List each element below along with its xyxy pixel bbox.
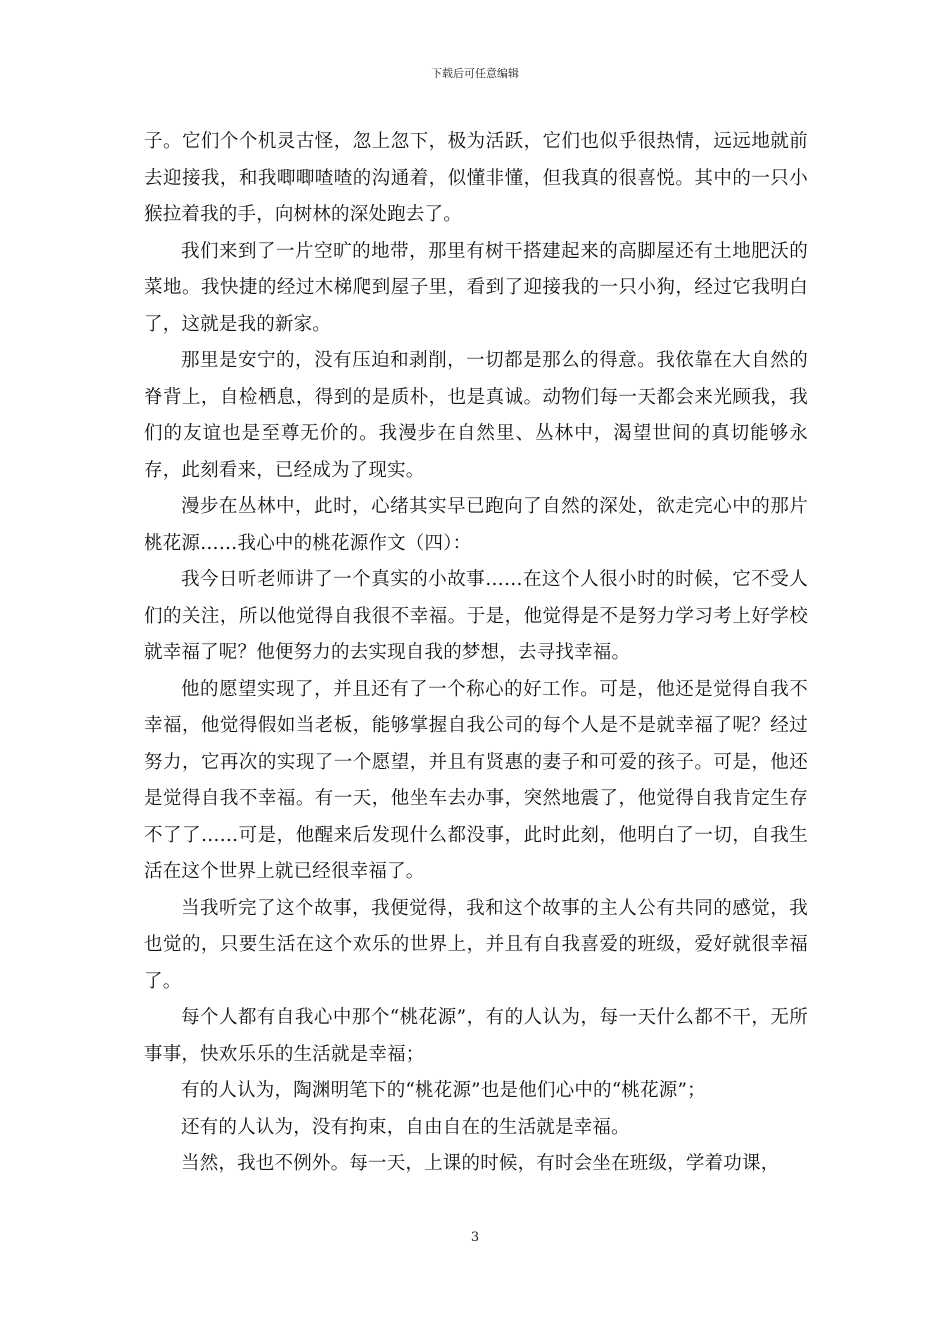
paragraph: 漫步在丛林中，此时，心绪其实早已跑向了自然的深处，欲走完心中的那片桃花源……我心中的桃花源作文（四）： — [144, 496, 808, 554]
paragraph: 当我听完了这个故事，我便觉得，我和这个故事的主人公有共同的感觉，我也觉的，只要生活在这个欢乐的世界上，并且有自我喜爱的班级，爱好就很幸福了。 — [144, 897, 808, 992]
document-body — [144, 124, 808, 1183]
paragraph: 还有的人认为，没有拘束，自由自在的生活就是幸福。 — [181, 1116, 630, 1138]
paragraph: 子。它们个个机灵古怪，忽上忽下，极为活跃，它们也似乎很热情，远远地就前去迎接我，和我唧唧喳喳的沟通着，似懂非懂，但我真的很喜悦。其中的一只小猴拉着我的手，向树林的深处跑去了。 — [144, 131, 808, 225]
paragraph: 我们来到了一片空旷的地带，那里有树干搭建起来的高脚屋还有土地肥沃的菜地。我快捷的经过木梯爬到屋子里，看到了迎接我的一只小狗，经过它我明白了，这就是我的新家。 — [144, 240, 808, 335]
paragraph: 有的人认为，陶渊明笔下的“桃花源”也是他们心中的“桃花源”； — [181, 1080, 706, 1101]
paragraph: 当然，我也不例外。每一天，上课的时候，有时会坐在班级，学着功课， — [181, 1153, 780, 1174]
paragraph: 每个人都有自我心中那个“桃花源”，有的人认为，每一天什么都不干，无所事事，快欢乐乐的生活就是幸福； — [144, 1007, 808, 1065]
page-header: 下载后可任意编辑 — [431, 67, 519, 80]
paragraph: 那里是安宁的，没有压迫和剥削，一切都是那么的得意。我依靠在大自然的脊背上，自检栖息，得到的是质朴，也是真诚。动物们每一天都会来光顾我，我们的友谊也是至尊无价的。我漫步在自然里、丛林中，渴望世间的真切能够永存，此刻看来，已经成为了现实。 — [144, 350, 808, 481]
paragraph: 我今日听老师讲了一个真实的小故事……在这个人很小时的时候，它不受人们的关注，所以他觉得自我很不幸福。于是，他觉得是不是努力学习考上好学校就幸福了呢？他便努力的去实现自我的梦想，去寻找幸福。 — [144, 569, 808, 663]
paragraph: 他的愿望实现了，并且还有了一个称心的好工作。可是，他还是觉得自我不幸福，他觉得假如当老板，能够掌握自我公司的每个人是不是就幸福了呢？经过努力，它再次的实现了一个愿望，并且有贤惠的妻子和可爱的孩子。可是，他还是觉得自我不幸福。有一天，他坐车去办事，突然地震了，他觉得自我肯定生存不了了……可是，他醒来后发现什么都没事，此时此刻，他明白了一切，自我生活在这个世界上就已经很幸福了。 — [144, 678, 808, 882]
page-number: 3 — [470, 1230, 480, 1245]
